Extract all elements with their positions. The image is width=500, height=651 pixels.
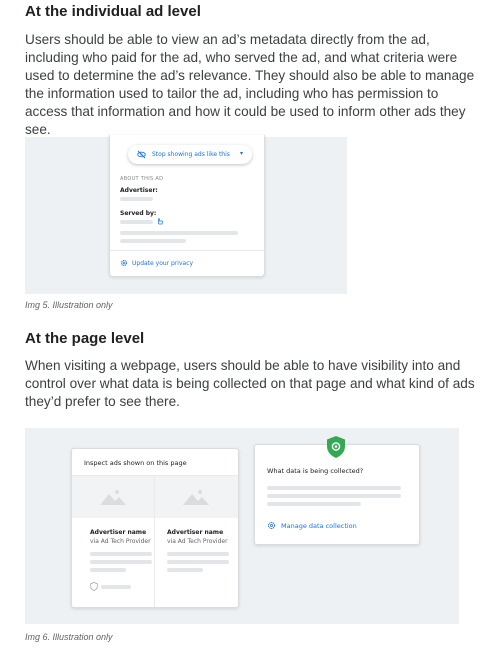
advertiser-name: Advertiser name (167, 529, 224, 536)
update-privacy-link[interactable]: Update your privacy (132, 260, 194, 267)
image-icon (100, 489, 126, 505)
eye-off-icon (137, 150, 146, 159)
figure-page-level (25, 428, 459, 624)
data-collection-card (254, 444, 420, 545)
gear-icon (267, 521, 276, 530)
image-icon (183, 489, 209, 505)
advertiser-label: Advertiser: (120, 187, 158, 194)
inspect-ads-card (71, 448, 239, 608)
shield-icon (325, 435, 347, 459)
about-this-ad-label: ABOUT THIS AD (120, 176, 164, 182)
ad-tech-provider: via Ad Tech Provider (90, 538, 151, 545)
pointer-hand-icon (156, 217, 164, 225)
manage-data-collection-link[interactable]: Manage data collection (281, 522, 357, 530)
shield-check-icon (90, 582, 98, 591)
advertiser-name: Advertiser name (90, 529, 147, 536)
figure-caption-6: Img 6. Illustration only (25, 632, 113, 642)
ad-image-placeholder (155, 476, 238, 518)
section-body-page-level: When visiting a webpage, users should be able to have visibility into and control over what data is being collected on that page and what kind of ads they’d prefer to see there. (25, 358, 475, 409)
data-collected-title: What data is being collected? (267, 467, 364, 475)
figure-ad-level (25, 137, 347, 294)
ad-info-card (109, 135, 265, 277)
ad-tech-provider: via Ad Tech Provider (167, 538, 228, 545)
ad-image-placeholder (72, 476, 154, 518)
section-body-ad-level: Users should be able to view an ad’s metadata directly from the ad, including who paid for the ad, who served the ad, and what criteria were used to determine the ad’s relevance. They should also be able to manage the information used to tailor the ad, including who has permission to access that information and how it could be used to inform other ads they see. (25, 32, 475, 137)
stop-showing-button[interactable] (128, 145, 252, 164)
gear-icon (120, 259, 128, 267)
chevron-down-icon: ▾ (240, 150, 244, 157)
figure-caption-5: Img 5. Illustration only (25, 300, 113, 310)
inspect-ads-title: Inspect ads shown on this page (84, 459, 187, 467)
stop-showing-label: Stop showing ads like this (152, 151, 230, 158)
served-by-label: Served by: (120, 210, 157, 217)
section-heading-page-level: At the page level (25, 330, 145, 347)
section-heading-ad-level: At the individual ad level (25, 3, 201, 20)
